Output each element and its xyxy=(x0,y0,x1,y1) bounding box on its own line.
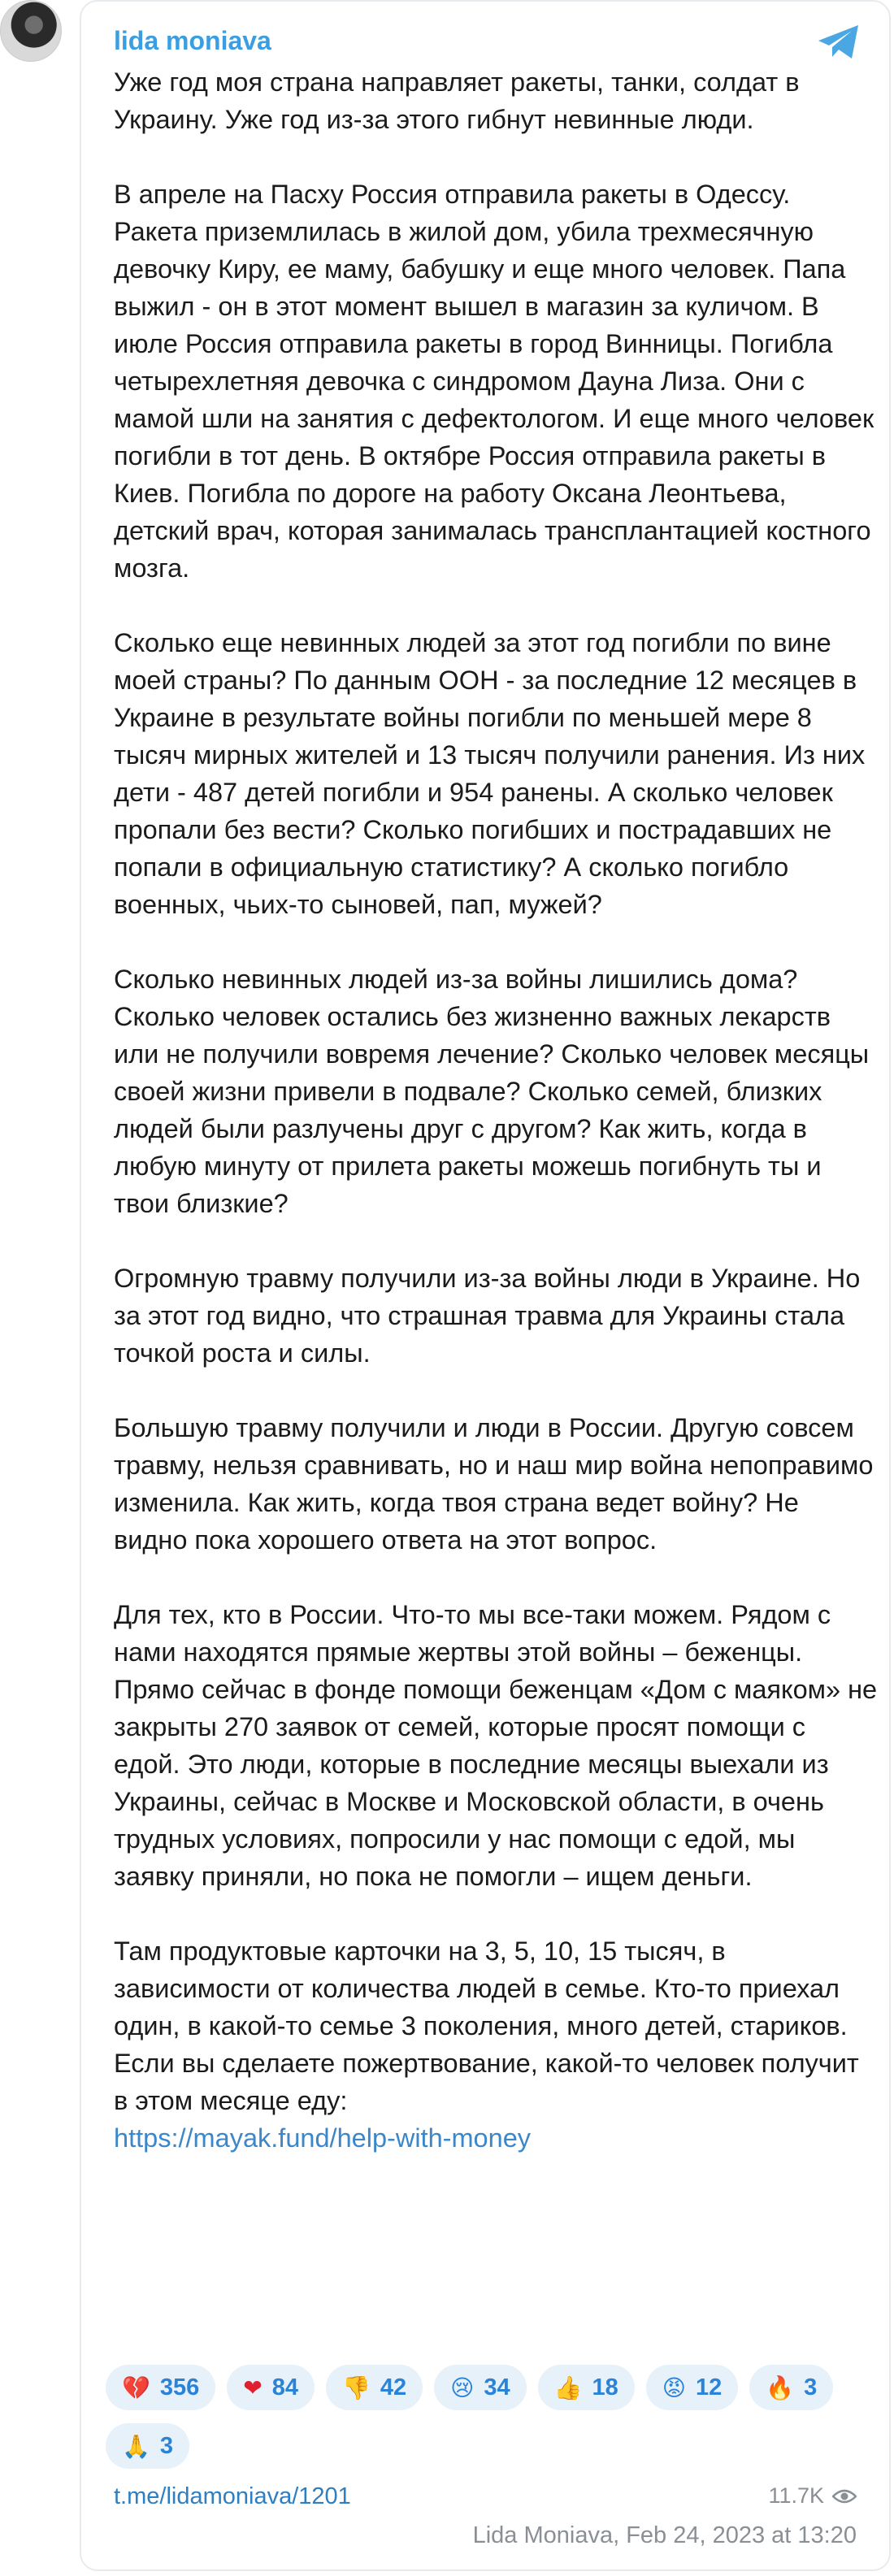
reactions-bar xyxy=(106,2365,870,2469)
paragraph: Сколько невинных людей из-за войны лишились дома? Сколько человек остались без жизненно важных лекарств или не получили вовремя лечение? Сколько человек месяцы своей жизни привели в подвале? Сколько семей, близких людей были разлучены друг с другом? Как жить, когда в любую минуту от прилета ракеты можешь погибнуть ты и твои близкие? xyxy=(114,965,870,1218)
paragraph: Там продуктовые карточки на 3, 5, 10, 15 тысяч, в зависимости от количества людей в семье. Кто-то приехал один, в какой-то семье 3 поколения, много детей, стариков. Если вы сделаете пожертвование, какой-то человек получит в этом месяце еду: xyxy=(114,1936,859,2115)
thumbs-down-icon: 👎 xyxy=(342,2374,371,2401)
reaction-fire[interactable] xyxy=(749,2365,833,2410)
broken-heart-icon: 💔 xyxy=(122,2374,150,2401)
post-permalink[interactable]: t.me/lidamoniava/1201 xyxy=(114,2483,351,2509)
paragraph: Сколько еще невинных людей за этот год погибли по вине моей страны? По данным ООН - за последние 12 месяцев в Украине в результате войны погибли по меньшей мере 8 тысяч мирных жителей и 13 тысяч получили ранения. Из них дети - 487 детей погибли и 954 ранены. А сколько человек пропали без вести? Сколько погибших и пострадавших не попали в официальную статистику? А сколько погибло военных, чьих-то сыновей, пап, мужей? xyxy=(114,628,866,919)
donation-link[interactable]: https://mayak.fund/help-with-money xyxy=(114,2123,532,2153)
author-name-link[interactable]: lida moniava xyxy=(114,26,271,55)
paragraph: В апреле на Пасху Россия отправила ракеты в Одессу. Ракета приземлилась в жилой дом, убила трехмесячную девочку Киру, ее маму, бабушку и еще много человек. Папа выжил - он в этот момент вышел в магазин за куличом. В июле Россия отправила ракеты в город Винницы. Погибла четырехлетняя девочка с синдромом Дауна Лиза. Они с мамой шли на занятия с дефектологом. И еще много человек погибли в тот день. В октябре Россия отправила ракеты в Киев. Погибла по дороге на работу Оксана Леонтьева, детский врач, которая занималась трансплантацией костного мозга. xyxy=(114,180,874,583)
angry-face-icon: 😡 xyxy=(662,2374,686,2401)
views-counter xyxy=(768,2483,857,2509)
reaction-count: 356 xyxy=(159,2374,200,2400)
post-author-date: Lida Moniava, Feb 24, 2023 at 13:20 xyxy=(472,2522,857,2548)
views-count: 11.7K xyxy=(768,2483,824,2508)
reaction-count: 3 xyxy=(804,2374,818,2400)
post-card xyxy=(80,0,891,2571)
reaction-count: 3 xyxy=(159,2432,174,2459)
thumbs-up-icon: 👍 xyxy=(553,2374,583,2401)
reaction-folded-hands[interactable] xyxy=(106,2423,189,2469)
eye-icon xyxy=(832,2488,857,2504)
folded-hands-icon: 🙏 xyxy=(122,2432,150,2460)
paragraph: Уже год моя страна направляет ракеты, танки, солдат в Украину. Уже год из-за этого гибнут невинные люди. xyxy=(114,67,800,134)
reaction-broken-heart[interactable] xyxy=(106,2365,215,2410)
crying-face-icon: 😢 xyxy=(450,2374,475,2401)
reaction-count: 18 xyxy=(592,2374,618,2400)
reaction-angry-face[interactable] xyxy=(646,2365,738,2410)
paragraph: Большую травму получили и люди в России. Другую совсем травму, нельзя сравнивать, но и наш мир война непоправимо изменила. Как жить, когда твоя страна ведет войну? Не видно пока хорошего ответа на этот вопрос. xyxy=(114,1413,874,1555)
reaction-crying-face[interactable] xyxy=(434,2365,526,2410)
fire-icon: 🔥 xyxy=(766,2374,795,2401)
reaction-count: 84 xyxy=(271,2374,298,2400)
reaction-count: 42 xyxy=(380,2374,407,2400)
reaction-count: 12 xyxy=(695,2374,723,2400)
reaction-red-heart[interactable] xyxy=(227,2365,315,2410)
post-text xyxy=(114,63,878,2157)
paragraph-with-link xyxy=(114,1932,878,2157)
red-heart-icon: ❤ xyxy=(243,2374,263,2401)
author-avatar[interactable] xyxy=(0,0,62,62)
reaction-count: 34 xyxy=(484,2374,510,2400)
reaction-thumbs-up[interactable] xyxy=(538,2365,635,2410)
reaction-thumbs-down[interactable] xyxy=(326,2365,423,2410)
paragraph: Огромную травму получили из-за войны люди в Украине. Но за этот год видно, что страшная травма для Украины стала точкой роста и силы. xyxy=(114,1264,861,1368)
paragraph: Для тех, кто в России. Что-то мы все-таки можем. Рядом с нами находятся прямые жертвы этой войны – беженцы. Прямо сейчас в фонде помощи беженцам «Дом с маяком» не закрыты 270 заявок от семей, которые просят помощи с едой. Это люди, которые в последние месяцы выехали из Украины, сейчас в Москве и Московской области, в очень трудных условиях, попросили у нас помощи с едой, мы заявку приняли, но пока не помогли – ищем деньги. xyxy=(114,1600,878,1891)
telegram-icon[interactable] xyxy=(816,23,861,62)
